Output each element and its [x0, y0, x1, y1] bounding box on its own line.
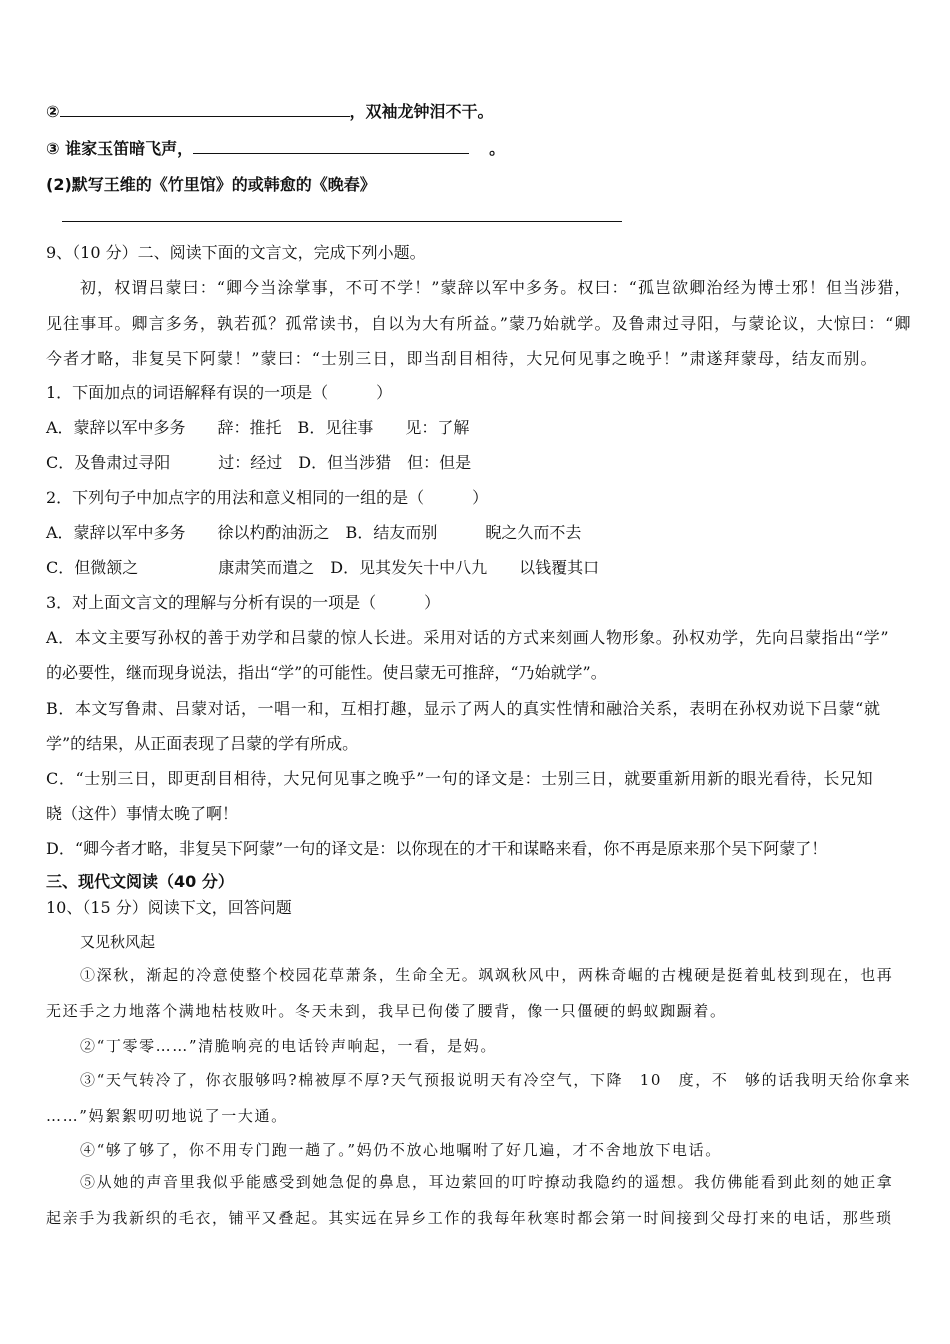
article-paragraph-cont: 无还手之力地落个满地枯枝败叶。冬天未到，我早已佝偻了腰背，像一只僵硬的蚂蚁踟蹰着。	[46, 1002, 727, 1020]
article-paragraph: ⑤从她的声音里我似乎能感受到她急促的鼻息，耳边萦回的叮咛撩动我隐约的遥想。我仿佛能看到此刻的她正拿	[80, 1173, 894, 1191]
classical-text-line: 今者才略，非复吴下阿蒙！”蒙曰：“士别三日，即当刮目相待，大兄何见事之晚乎！”肃遂拜蒙母，结友而别。	[46, 349, 878, 368]
subquestion-3-option-b: B．本文写鲁肃、吕蒙对话，一唱一和，互相打趣，显示了两人的真实性情和融洽关系，表明在孙权劝说下吕蒙“就	[46, 699, 881, 718]
article-title: 又见秋风起	[80, 933, 156, 951]
classical-text-line: 初，权谓吕蒙曰：“卿今当涂掌事，不可不学！”蒙辞以军中多务。权曰：“孤岂欲卿治经为博士邪！但当涉猎，	[80, 278, 912, 297]
subquestion-3-option-a-cont: 的必要性，继而现身说法，指出“学”的可能性。使吕蒙无可推辞，“乃始就学”。	[46, 663, 607, 682]
write-answer-line[interactable]	[62, 207, 622, 227]
q10-header: 10、（15 分）阅读下文，回答问题	[46, 898, 292, 917]
subquestion-1-options-ab: A．蒙辞以军中多务 辞：推托 B．见往事 见：了解	[46, 418, 470, 437]
q9-header: 9、（10 分）二、阅读下面的文言文，完成下列小题。	[46, 243, 426, 262]
subquestion-3-option-c-cont: 晓（这件）事情太晚了啊！	[46, 804, 239, 823]
article-paragraph: ①深秋，渐起的冷意使整个校园花草萧条，生命全无。飒飒秋风中，两株奇崛的古槐硬是挺着虬枝到现在，也再	[80, 966, 894, 984]
fill-blank-2-prefix: ②	[46, 102, 60, 121]
fill-blank-3	[46, 139, 505, 159]
subquestion-3-option-d: D．“卿今者才略，非复吴下阿蒙”一句的译文是：以你现在的才干和谋略来看，你不再是原来那个吴下阿蒙了！	[46, 839, 828, 858]
subquestion-3-option-c: C．“士别三日，即更刮目相待，大兄何见事之晚乎”一句的译文是：士别三日，就要重新用新的眼光看待，长兄知	[46, 769, 874, 788]
section-3-title: 三、现代文阅读（40 分）	[46, 872, 234, 891]
subquestion-2: 2．下列句子中加点字的用法和意义相同的一组的是（ ）	[46, 488, 489, 507]
article-paragraph: ③“天气转冷了，你衣服够吗?棉被厚不厚?天气预报说明天有冷空气，下降 10 度，不 够的话我明天给你拿来	[80, 1071, 912, 1089]
write-instruction: (2)默写王维的《竹里馆》的或韩愈的《晚春》	[46, 175, 376, 194]
subquestion-3: 3．对上面文言文的理解与分析有误的一项是（ ）	[46, 593, 441, 612]
fill-blank-2	[46, 102, 494, 122]
subquestion-3-option-a: A．本文主要写孙权的善于劝学和吕蒙的惊人长进。采用对话的方式来刻画人物形象。孙权劝学，先向吕蒙指出“学”	[46, 628, 890, 647]
classical-text-line: 见往事耳。卿言多务，孰若孤？孤常读书，自以为大有所益。”蒙乃始就学。及鲁肃过寻阳，与蒙论议，大惊曰：“卿	[46, 314, 912, 333]
answer-blank[interactable]	[60, 102, 350, 117]
article-paragraph-cont: ……”妈絮絮叨叨地说了一大通。	[46, 1107, 288, 1125]
subquestion-2-options-ab: A．蒙辞以军中多务 徐以杓酌油沥之 B．结友而别 睨之久而不去	[46, 523, 582, 542]
answer-blank[interactable]	[193, 139, 469, 154]
subquestion-1: 1．下面加点的词语解释有误的一项是（ ）	[46, 383, 393, 402]
fill-blank-3-prefix: ③ 谁家玉笛暗飞声，	[46, 139, 194, 158]
fill-blank-2-suffix: ，双袖龙钟泪不干。	[349, 102, 494, 121]
article-paragraph: ④“够了够了，你不用专门跑一趟了。”妈仍不放心地嘱咐了好几遍，才不舍地放下电话。	[80, 1141, 722, 1159]
subquestion-1-options-cd: C．及鲁肃过寻阳 过：经过 D．但当涉猎 但：但是	[46, 453, 472, 472]
fill-blank-3-suffix: 。	[489, 139, 506, 158]
subquestion-3-option-b-cont: 学”的结果，从正面表现了吕蒙的学有所成。	[46, 734, 359, 753]
article-paragraph-cont: 起亲手为我新织的毛衣，铺平又叠起。其实远在异乡工作的我每年秋寒时都会第一时间接到父母打来的电话，那些琐	[46, 1209, 893, 1227]
article-paragraph: ②“丁零零……”清脆响亮的电话铃声响起，一看，是妈。	[80, 1037, 497, 1055]
subquestion-2-options-cd: C．但微颔之 康肃笑而遣之 D．见其发矢十中八九 以钱覆其口	[46, 558, 600, 577]
